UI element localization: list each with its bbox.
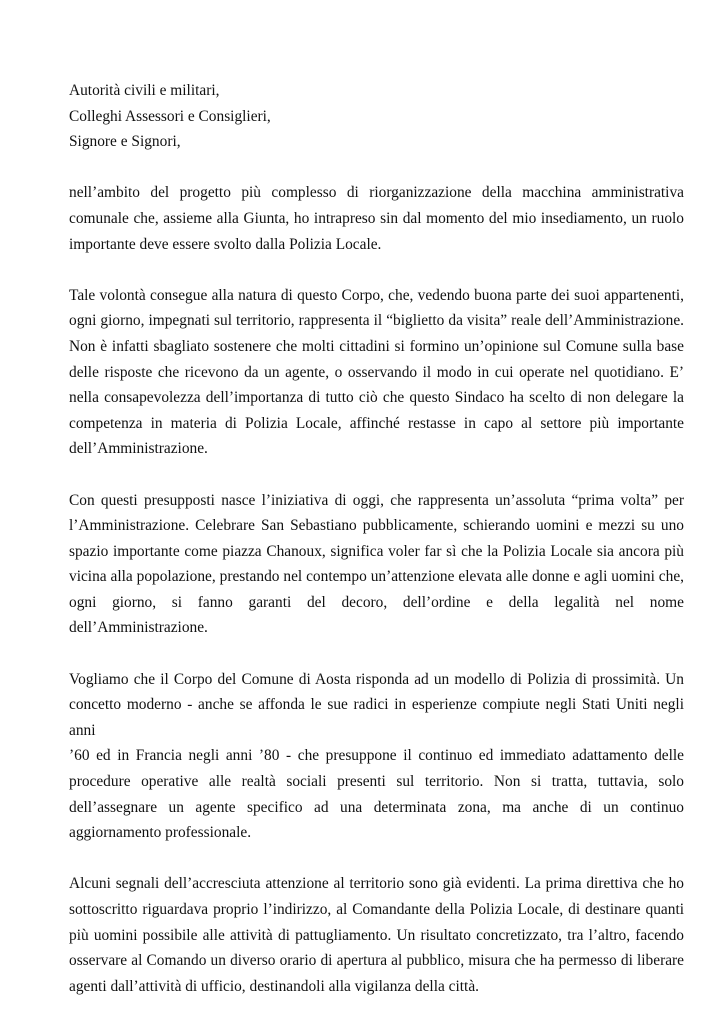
text-line: Alcuni segnali dell’accresciuta attenzione al territorio sono già evidenti. La prima direttiva che ho: [69, 875, 684, 893]
text-line: vicina alla popolazione, prestando nel contempo un’attenzione elevata alle donne e agli uomini che,: [69, 568, 684, 586]
text-line: agenti dall’attività di ufficio, destinandoli alla vigilanza della città.: [69, 977, 479, 995]
text-line: nella consapevolezza dell’importanza di tutto ciò che questo Sindaco ha scelto di non delegare la: [69, 389, 684, 407]
text-line: Non è infatti sbagliato sostenere che molti cittadini si formino un’opinione sul Comune sulla base: [69, 337, 684, 355]
text-line: Vogliamo che il Corpo del Comune di Aosta risponda ad un modello di Polizia di prossimità. Un: [69, 670, 684, 688]
text-line: procedure operative alle realtà sociali presenti sul territorio. Non si tratta, tuttavia, solo: [69, 773, 684, 791]
text-line: dell’assegnare un agente specifico ad una determinata zona, ma anche di un continuo: [69, 798, 684, 816]
salutation-block: [69, 78, 684, 155]
text-line: competenza in materia di Polizia Locale, affinché restasse in capo al settore più importante: [69, 414, 684, 432]
text-line: sottoscritto riguardava proprio l’indirizzo, al Comandante della Polizia Locale, di destinare quanti: [69, 901, 684, 918]
paragraph-2: [69, 283, 684, 462]
salutation-line: Colleghi Assessori e Consiglieri,: [69, 107, 271, 125]
text-line: importante deve essere svolto dalla Polizia Locale.: [69, 235, 382, 253]
paragraph-4: [69, 667, 684, 846]
document-page: [69, 78, 684, 1025]
text-line: Con questi presupposti nasce l’iniziativa di oggi, che rappresenta un’assoluta “prima volta” per: [69, 491, 684, 509]
text-line: nell’ambito del progetto più complesso di riorganizzazione della macchina amministrativa: [69, 184, 684, 202]
text-line: comunale che, assieme alla Giunta, ho intrapreso sin dal momento del mio insediamento, un ruolo: [69, 209, 684, 227]
text-line: dell’Amministrazione.: [69, 440, 208, 458]
salutation-line: Signore e Signori,: [69, 133, 181, 151]
paragraph-5: [69, 871, 684, 999]
text-line: spazio importante come piazza Chanoux, significa voler far sì che la Polizia Locale sia ancora più: [69, 542, 684, 560]
paragraph-1: [69, 180, 684, 257]
text-line: ’60 ed in Francia negli anni ’80 - che presuppone il continuo ed immediato adattamento delle: [69, 747, 684, 765]
text-line: aggiornamento professionale.: [69, 824, 252, 842]
salutation-line: Autorità civili e militari,: [69, 82, 220, 99]
text-line: l’Amministrazione. Celebrare San Sebastiano pubblicamente, schierando uomini e mezzi su uno: [69, 517, 684, 535]
text-line: osservare al Comando un diverso orario di apertura al pubblico, misura che ha permesso di liberare: [69, 952, 684, 970]
paragraph-3: [69, 488, 684, 642]
text-line: concetto moderno - anche se affonda le sue radici in esperienze compiute negli Stati Uniti negli anni: [69, 696, 684, 739]
text-line: ogni giorno, si fanno garanti del decoro, dell’ordine e della legalità nel nome dell’Amministrazione.: [69, 593, 684, 637]
text-line: Tale volontà consegue alla natura di questo Corpo, che, vedendo buona parte dei suoi appartenenti,: [69, 286, 684, 304]
text-line: delle risposte che ricevono da un agente, o osservando il modo in cui operate nel quotidiano. E’: [69, 363, 684, 381]
text-line: più uomini possibile alle attività di pattugliamento. Un risultato concretizzato, tra l’altro, facendo: [69, 926, 684, 944]
text-line: ogni giorno, impegnati sul territorio, rappresenta il “biglietto da visita” reale dell’Amministrazione.: [69, 312, 684, 330]
